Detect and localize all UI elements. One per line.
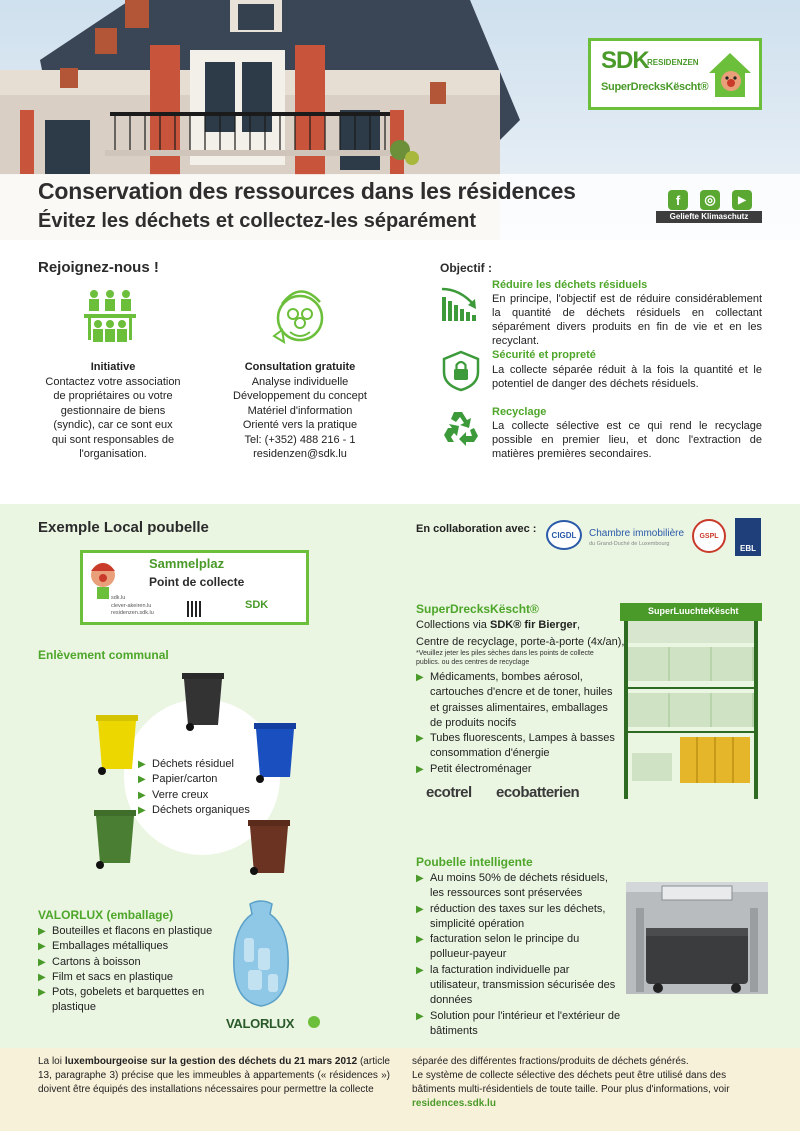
sdk-collect-line1	[416, 619, 580, 631]
qr-code-icon	[187, 601, 203, 617]
collab-label: En collaboration avec :	[416, 523, 537, 535]
sdk-collect-heading: SuperDrecksKëscht®	[416, 602, 539, 616]
line1-suffix: ,	[576, 619, 581, 631]
list-item: ▶ Pots, gobelets et barquettes en plastique	[38, 985, 228, 1016]
initiative-title: Initiative	[90, 361, 136, 373]
objectif-item-text: La collecte séparée réduit à la fois la quantité et le potentiel de danger des déchets résiduels.	[492, 364, 762, 390]
initiative-line: qui sont responsables de	[51, 433, 175, 446]
sdk-collect-list	[416, 670, 616, 777]
valorlux-logo: VALORLUX	[226, 1016, 295, 1031]
sign-subtitle: Point de collecte	[149, 575, 245, 589]
initiative-block	[28, 360, 198, 462]
valorlux-heading: VALORLUX (emballage)	[38, 908, 174, 922]
sign-small-line: clever-akeiren.lu	[111, 602, 152, 609]
communal-heading: Enlèvement communal	[38, 648, 169, 662]
consultation-block	[210, 360, 390, 462]
instagram-icon[interactable]: ◎	[700, 190, 720, 210]
sign-small-text	[111, 595, 154, 618]
list-item: ▶ Papier/carton	[138, 772, 278, 787]
objectif-item-title: Sécurité et propreté	[492, 349, 596, 361]
klima-badge: Geliefte Klimaschutz	[656, 211, 762, 223]
list-item: ▶ Solution pour l'intérieur et l'extérieur de bâtiments	[416, 1009, 621, 1040]
youtube-icon[interactable]: ▶	[732, 190, 752, 210]
facebook-icon[interactable]: f	[668, 190, 688, 210]
list-item: ▶ Déchets résiduel	[138, 757, 278, 772]
sdk-collect-line2: Centre de recyclage, porte-à-porte (4x/an),	[416, 636, 625, 648]
objectif-heading: Objectif :	[440, 261, 493, 275]
valorlux-leaf-icon	[308, 1016, 320, 1028]
initiative-line: Contactez votre association	[45, 375, 181, 388]
footer-text-part: La loi	[38, 1056, 65, 1067]
list-item: ▶ Cartons à boisson	[38, 955, 228, 970]
initiative-line: l'organisation.	[79, 448, 147, 460]
logo-residenzen-text: RESIDENZEN	[647, 58, 699, 67]
footer-text-part: séparée des différentes fractions/produits de déchets générés.	[412, 1056, 689, 1067]
consultation-line: Orienté vers la pratique	[242, 419, 358, 431]
sign-small-line: residenzen.sdk.lu	[111, 610, 154, 616]
sign-title: Sammelplaz	[149, 556, 225, 571]
footer-text-part: (article 13, paragraphe 3) précise que les immeubles à appartements (« résidences ») doivent être équipés des installations nécessaires pour permettre la collecte	[38, 1056, 390, 1095]
valorlux-list	[38, 924, 228, 1016]
objectif-item-title: Réduire les déchets résiduels	[492, 279, 648, 291]
objectif-item-text: En principe, l'objectif est de réduire considérablement la quantité de déchets résiduels en collectant séparément divers produits en fin de vie et en les recyclant.	[492, 293, 762, 347]
sdk-collect-note: *Veuillez jeter les piles sèches dans les points de collecte publics. ou des centres de recyclage	[416, 650, 594, 666]
ecobatterien-logo: ecobatterien	[496, 784, 580, 801]
recycling-shelf	[620, 603, 762, 799]
smart-bin-image	[622, 878, 772, 1000]
mascot-icon	[268, 280, 332, 350]
chambre-subtitle: du Grand-Duché de Luxembourg	[589, 541, 670, 547]
local-heading: Exemple Local poubelle	[38, 519, 209, 536]
list-item: ▶ Tubes fluorescents, Lampes à basses consommation d'énergie	[416, 731, 616, 762]
line1-prefix: Collections via	[416, 619, 490, 631]
sign-sdk-logo: SDK	[245, 599, 269, 611]
page-subtitle: Évitez les déchets et collectez-les séparément	[38, 210, 476, 232]
consultation-title: Consultation gratuite	[244, 361, 356, 373]
sdk-residenzen-logo	[588, 38, 762, 110]
page-title: Conservation des ressources dans les résidences	[38, 178, 576, 204]
initiative-line: gestionnaire de biens	[60, 404, 166, 417]
initiative-line: (syndic), car ce sont eux	[53, 419, 173, 431]
gspl-logo: GSPL	[692, 519, 726, 553]
objectif-item-text: La collecte sélective est ce qui rend le recyclage possible en premier lieu, et donc l'extraction de matières premières secondaires.	[492, 420, 762, 460]
ebl-logo: EBL	[735, 518, 761, 556]
line1-bold: SDK® fir Bierger	[489, 619, 577, 631]
consultation-line: Analyse individuelle	[251, 375, 349, 388]
initiative-line: de propriétaires ou votre	[53, 390, 173, 402]
join-heading: Rejoignez-nous !	[38, 259, 159, 276]
smart-bin-heading: Poubelle intelligente	[416, 855, 533, 869]
list-item: ▶ Petit électroménager	[416, 762, 616, 777]
list-item: ▶ Médicaments, bombes aérosol, cartouches d'encre et de toner, huiles et graisses alimentaires, emballages de produits nocifs	[416, 670, 616, 731]
smart-bin-list	[416, 871, 621, 1039]
footer-info-text	[412, 1055, 764, 1111]
list-item: ▶ réduction des taxes sur les déchets, simplicité opération	[416, 902, 621, 933]
communal-list	[138, 757, 278, 818]
meeting-icon	[80, 288, 140, 344]
list-item: ▶ Film et sacs en plastique	[38, 970, 228, 985]
shelf-label: SuperLuuchteKëscht	[648, 606, 739, 616]
list-item: ▶ la facturation individuelle par utilisateur, transmission sécurisée des données	[416, 963, 621, 1009]
cigdl-logo: CIGDL	[546, 520, 582, 550]
chambre-logo: Chambre immobilière	[589, 528, 685, 539]
footer-website-link[interactable]: residences.sdk.lu	[412, 1098, 496, 1109]
consultation-line: Matériel d'information	[247, 404, 353, 417]
shield-lock-icon	[440, 350, 482, 392]
list-item: ▶ Bouteilles et flacons en plastique	[38, 924, 228, 939]
consultation-email[interactable]: residenzen@sdk.lu	[253, 448, 347, 460]
logo-main-text: SDK	[601, 47, 649, 74]
objectif-item-title: Recyclage	[492, 406, 547, 418]
list-item: ▶ Au moins 50% de déchets résiduels, les ressources sont préservées	[416, 871, 621, 902]
list-item: ▶ Emballages métalliques	[38, 939, 228, 954]
footer-law-text	[38, 1055, 390, 1097]
recycle-icon	[440, 406, 482, 448]
logo-sub-text: SuperDrecksKëscht®	[601, 81, 709, 93]
consultation-phone[interactable]: Tel: (+352) 488 216 - 1	[244, 433, 356, 446]
collection-point-sign	[80, 550, 309, 625]
list-item: ▶ Déchets organiques	[138, 803, 278, 818]
chart-decrease-icon	[438, 283, 480, 325]
ecotrel-logo: ecotrel	[426, 784, 472, 801]
list-item: ▶ facturation selon le principe du pollueur-payeur	[416, 932, 621, 963]
consultation-line: Développement du concept	[233, 390, 367, 402]
sign-small-line: sdk.lu	[111, 595, 126, 601]
footer-text-part: Le système de collecte sélective des déchets peut être utilisé dans des bâtiments multi-résidentiels de toute taille. Pour plus d'informations, voir	[412, 1070, 730, 1095]
blue-bag-icon	[226, 898, 296, 1010]
footer-law-bold: luxembourgeoise sur la gestion des déchets du 21 mars 2012	[64, 1056, 358, 1067]
house-mascot-icon	[705, 49, 755, 101]
list-item: ▶ Verre creux	[138, 788, 278, 803]
